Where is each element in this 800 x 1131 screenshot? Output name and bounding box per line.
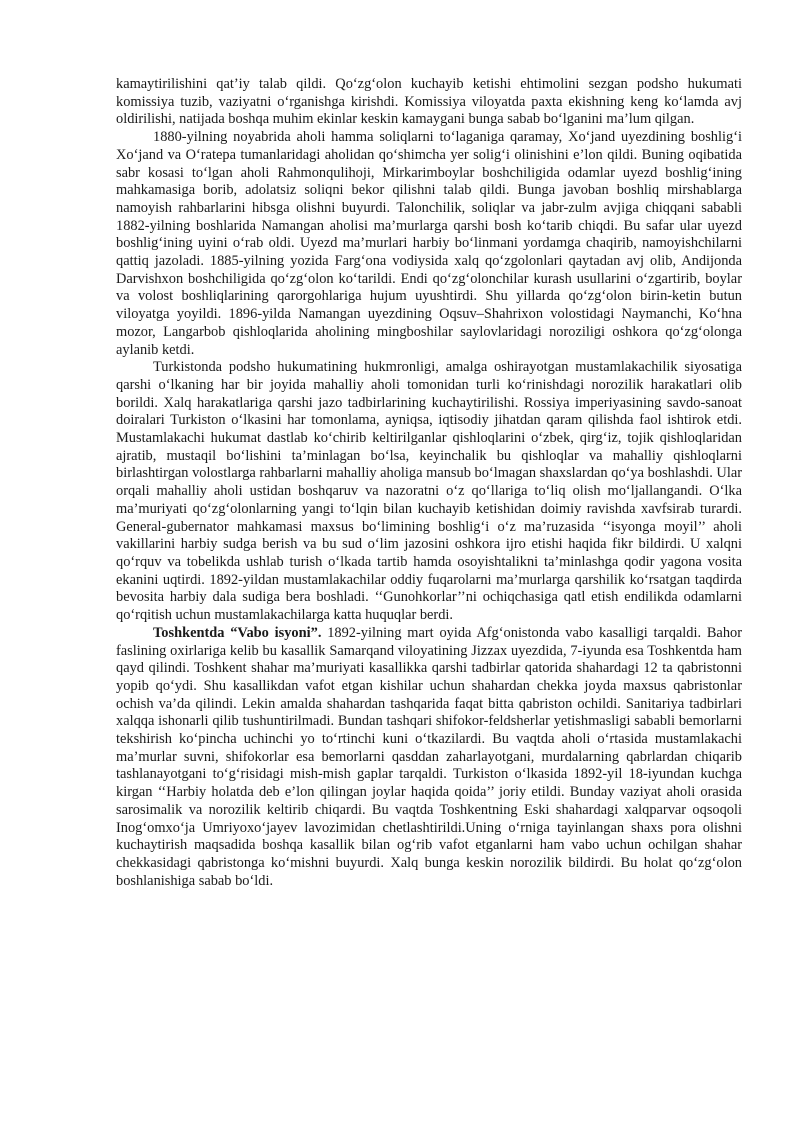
paragraph-3-text: Turkistonda podsho hukumatining hukmronligi, amalga oshirayotgan mustamlakachilik siyosatiga qarshi o‘lkaning har bir joyida mahalliy aholi tomonidan turli ko‘rinishdagi norozilik harakatlari olib borildi. Xalq harakatlariga qarshi jazo tadbirlarining kuchaytirilishi. Rossiya imperiyasining savdo-sanoat doiralari Turkiston o‘lkasini har tomonlama, ayniqsa, iqtisodiy jihatdan qaram qilishda faol ishtirok etdi. Mustamlakachi hukumat dastlab ko‘chirib keltirilganlar qishloqlarini o‘zbek, qirg‘iz, tojik qishloqlaridan ajratib, mustaqil bo‘lishini ta’minlagan bo‘lsa, keyinchalik bu qishloqlar va mahalliy qishloqlarni birlashtirgan volostlarga rahbarlarni mahalliy aholiga mansub bo‘lmagan shaxslardan qo‘ya boshlashdi. Ular orqali mahalliy aholi ustidan boshqaruv va nazoratni o‘z qo‘llariga to‘liq olish mo‘ljallangandi. O‘lka ma’muriyati qo‘zg‘olonlarning yangi to‘lqin bilan kuchayib ketishidan doimiy ravishda xavfsirab turardi. General-gubernator mahkamasi maxsus bo‘limining boshlig‘i o‘z ma’ruzasida ‘‘isyonga moyil’’ aholi vakillarini harbiy sudga berish va bu sud o‘lim jazosini oshkora ijro etishi haqida fikr bildirdi. U xalqni qo‘rquv va tobelikda ushlab turish o‘lkada tartib hamda osoyishtalikni ta’minlashga qodir yagona vosita ekanini uqtirdi. 1892-yildan mustamlakachilar oddiy fuqarolarni ma’murlarga qarshilik ko‘rsatgan taqdirda bevosita harbiy dala sudiga bera boshladi. ‘‘Gunohkorlar’’ni ochiqchasiga qatl etish endilikda odamlarni qo‘rqitish uchun mustamlakachilarga katta huquqlar berdi. (116, 359, 742, 624)
document-page (116, 76, 742, 890)
paragraph-3 (116, 359, 742, 625)
paragraph-1-text: kamaytirilishini qat’iy talab qildi. Qo‘zg‘olon kuchayib ketishi ehtimolini sezgan podsho hukumati komissiya tuzib, vaziyatni o‘rganishga kirishdi. Komissiya viloyatda paxta ekishning keng ko‘lamda avj oldirilishi, natijada boshqa muhim ekinlar keskin kamaygani bunga sabab bo‘lganini ma’lum qilgan. (116, 76, 742, 128)
paragraph-4 (116, 625, 742, 891)
paragraph-2 (116, 129, 742, 359)
paragraph-2-text: 1880-yilning noyabrida aholi hamma soliqlarni to‘laganiga qaramay, Xo‘jand uyezdining boshlig‘i Xo‘jand va O‘ratepa tumanlaridagi aholidan qo‘shimcha yer solig‘i olinishini e’lon qildi. Buning oqibatida sabr kosasi to‘lgan aholi Rahmonqulihoji, Mirkarimboylar boshchiligida odamlar uyezd boshlig‘ining mahkamasiga borib, adolatsiz soliqni bekor qilishni talab qildi. Bunga javoban boshliq mirshablarga namoyish rahbarlarini hibsga olishni buyurdi. Talonchilik, soliqlar va jabr-zulm avjiga chiqqani sababli 1882-yilning boshlarida Namangan aholisi ma’murlarga qarshi bosh ko‘tarib chiqdi. Bu safar ular uyezd boshlig‘ining uyini o‘rab oldi. Uyezd ma’murlari harbiy bo‘linmani yordamga chaqirib, namoyishchilarni qattiq jazoladi. 1885-yilning yozida Farg‘ona vodiysida xalq qo‘zgolonlari qaytadan avj olib, Andijonda Darvishxon boshchiligida qo‘zg‘olon ko‘tarildi. Endi qo‘zg‘olonchilar kurash usullarini o‘zgartirib, boylar va volost boshliqlarining qarorgohlariga hujum uyushtirdi. Shu yillarda qo‘zg‘olon birin-ketin butun viloyatga yoyildi. 1896-yilda Namangan uyezdining Oqsuv–Shahrixon volostidagi Naymanchi, Ko‘hna mozor, Langarbob qishloqlarida aholining mingboshilar saylovlaridagi noroziligi oshkora qo‘zg‘olonga aylanib ketdi. (116, 129, 742, 358)
paragraph-4-text: 1892-yilning mart oyida Afg‘onistonda vabo kasalligi tarqaldi. Bahor faslining oxirlariga kelib bu kasallik Samarqand viloyatining Jizzax uyezdida, 7-iyunda esa Toshkentda ham qayd qilindi. Toshkent shahar ma’muriyati kasallikka qarshi tadbirlar qatorida shahardagi 12 ta qabristonni yopib qo‘ydi. Shu kasallikdan vafot etgan kishilar uchun shahardan chekka joyda maxsus qabristonlar ochish va’da qilindi. Lekin amalda shahardan tashqarida faqat bitta qabriston ochildi. Sanitariya tadbirlari xalqqa ishonarli qilib tushuntirilmadi. Bundan tashqari shifokor-feldsherlar yetishmasligi sababli bemorlarni tekshirish ko‘pincha uchinchi yo to‘rtinchi kuni o‘tkazilardi. Bu vaqtda aholi o‘rtasida mustamlakachi ma’murlar suvni, shifokorlar esa bemorlarni qasddan zaharlayotgani, murdalarning qabrlardan chiqarib tashlanayotgani to‘g‘risidagi mish-mish gaplar tarqaldi. Turkiston o‘lkasida 1892-yil 18-iyundan kuchga kirgan ‘‘Harbiy holatda deb e’lon qilingan joylar haqida qoida’’ joriy etildi. Bunday vaziyat aholi orasida sarosimalik va norozilik keltirib chiqardi. Bu vaqtda Toshkentning Eski shahardagi xalqparvar oqsoqoli Inog‘omxo‘ja Umriyoxo‘jayev lavozimidan chetlashtirildi.Uning o‘rniga tayinlangan shaxs pora olishni kuchaytirish maqsadida boshqa kasallik bilan og‘rib vafot etganlarni ham vabo uchun ochilgan shahar chekkasidagi qabristonga ko‘mishni buyurdi. Xalq bunga keskin norozilik bildirdi. Bu holat qo‘zg‘olon boshlanishiga sabab bo‘ldi. (116, 624, 742, 889)
paragraph-1 (116, 76, 742, 129)
section-heading: Toshkentda “Vabo isyoni”. (153, 624, 322, 641)
